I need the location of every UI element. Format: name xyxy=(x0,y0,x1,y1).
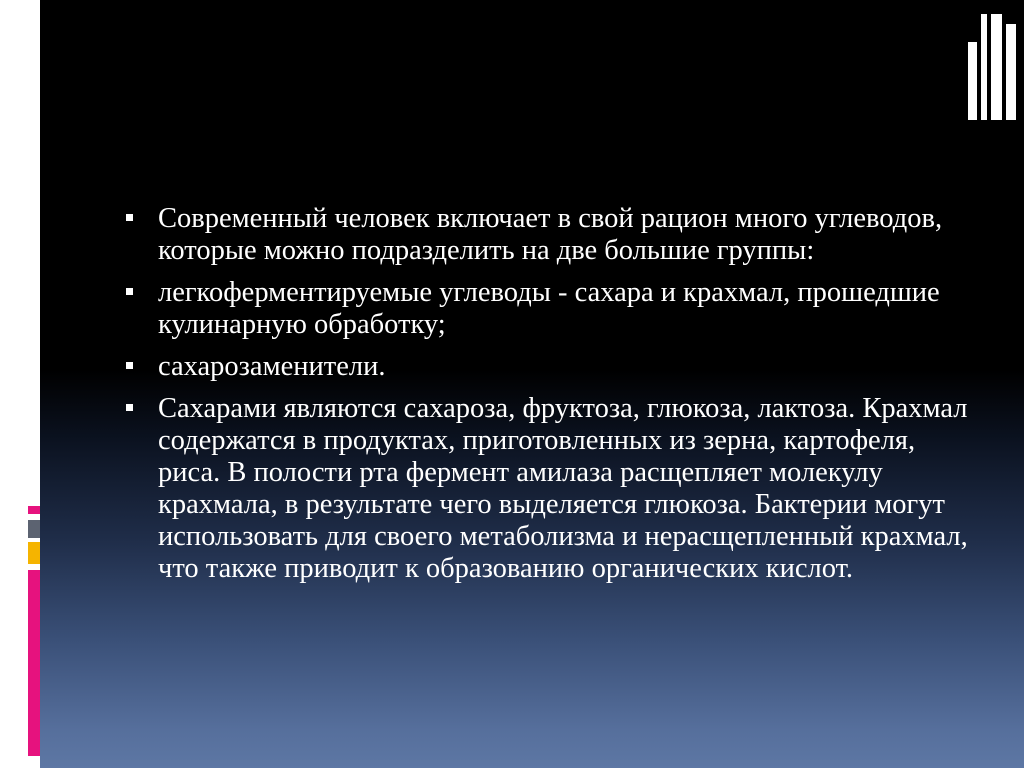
bullet-item xyxy=(122,393,982,585)
square-bullet-icon xyxy=(126,288,133,295)
decorative-bar xyxy=(968,42,977,120)
decorative-bar-pink xyxy=(28,570,40,756)
bullet-text: сахарозаменители. xyxy=(158,351,386,382)
square-bullet-icon xyxy=(126,404,133,411)
decorative-bar-pink xyxy=(28,506,40,514)
decorative-bar xyxy=(991,14,1002,120)
decorative-bar-yellow xyxy=(28,542,40,564)
decorative-bars-top-right xyxy=(968,14,1024,120)
bullet-item xyxy=(122,203,982,267)
bullet-text: Сахарами являются сахароза, фруктоза, глюкоза, лактоза. Крахмал содержатся в продуктах, приготовленных из зерна, картофеля, риса. В полости рта фермент амилаза расщепляет молекулу крахмала, в результате чего выделяется глюкоза. Бактерии могут использовать для своего метаболизма и нерасщепленный крахмал, что также приводит к образованию органических кислот. xyxy=(158,393,968,584)
square-bullet-icon xyxy=(126,214,133,221)
slide-body xyxy=(122,203,982,595)
bullet-text: Современный человек включает в свой рацион много углеводов, которые можно подразделить на две большие группы: xyxy=(158,203,943,266)
bullet-list xyxy=(122,203,982,585)
decorative-bars-left xyxy=(28,506,40,758)
bullet-item xyxy=(122,351,982,383)
bullet-text: легкоферментируемые углеводы - сахара и крахмал, прошедшие кулинарную обработку; xyxy=(158,277,940,340)
square-bullet-icon xyxy=(126,362,133,369)
decorative-bar xyxy=(981,14,987,120)
decorative-bar xyxy=(1006,24,1016,120)
decorative-bar-gray xyxy=(28,520,40,538)
bullet-item xyxy=(122,277,982,341)
